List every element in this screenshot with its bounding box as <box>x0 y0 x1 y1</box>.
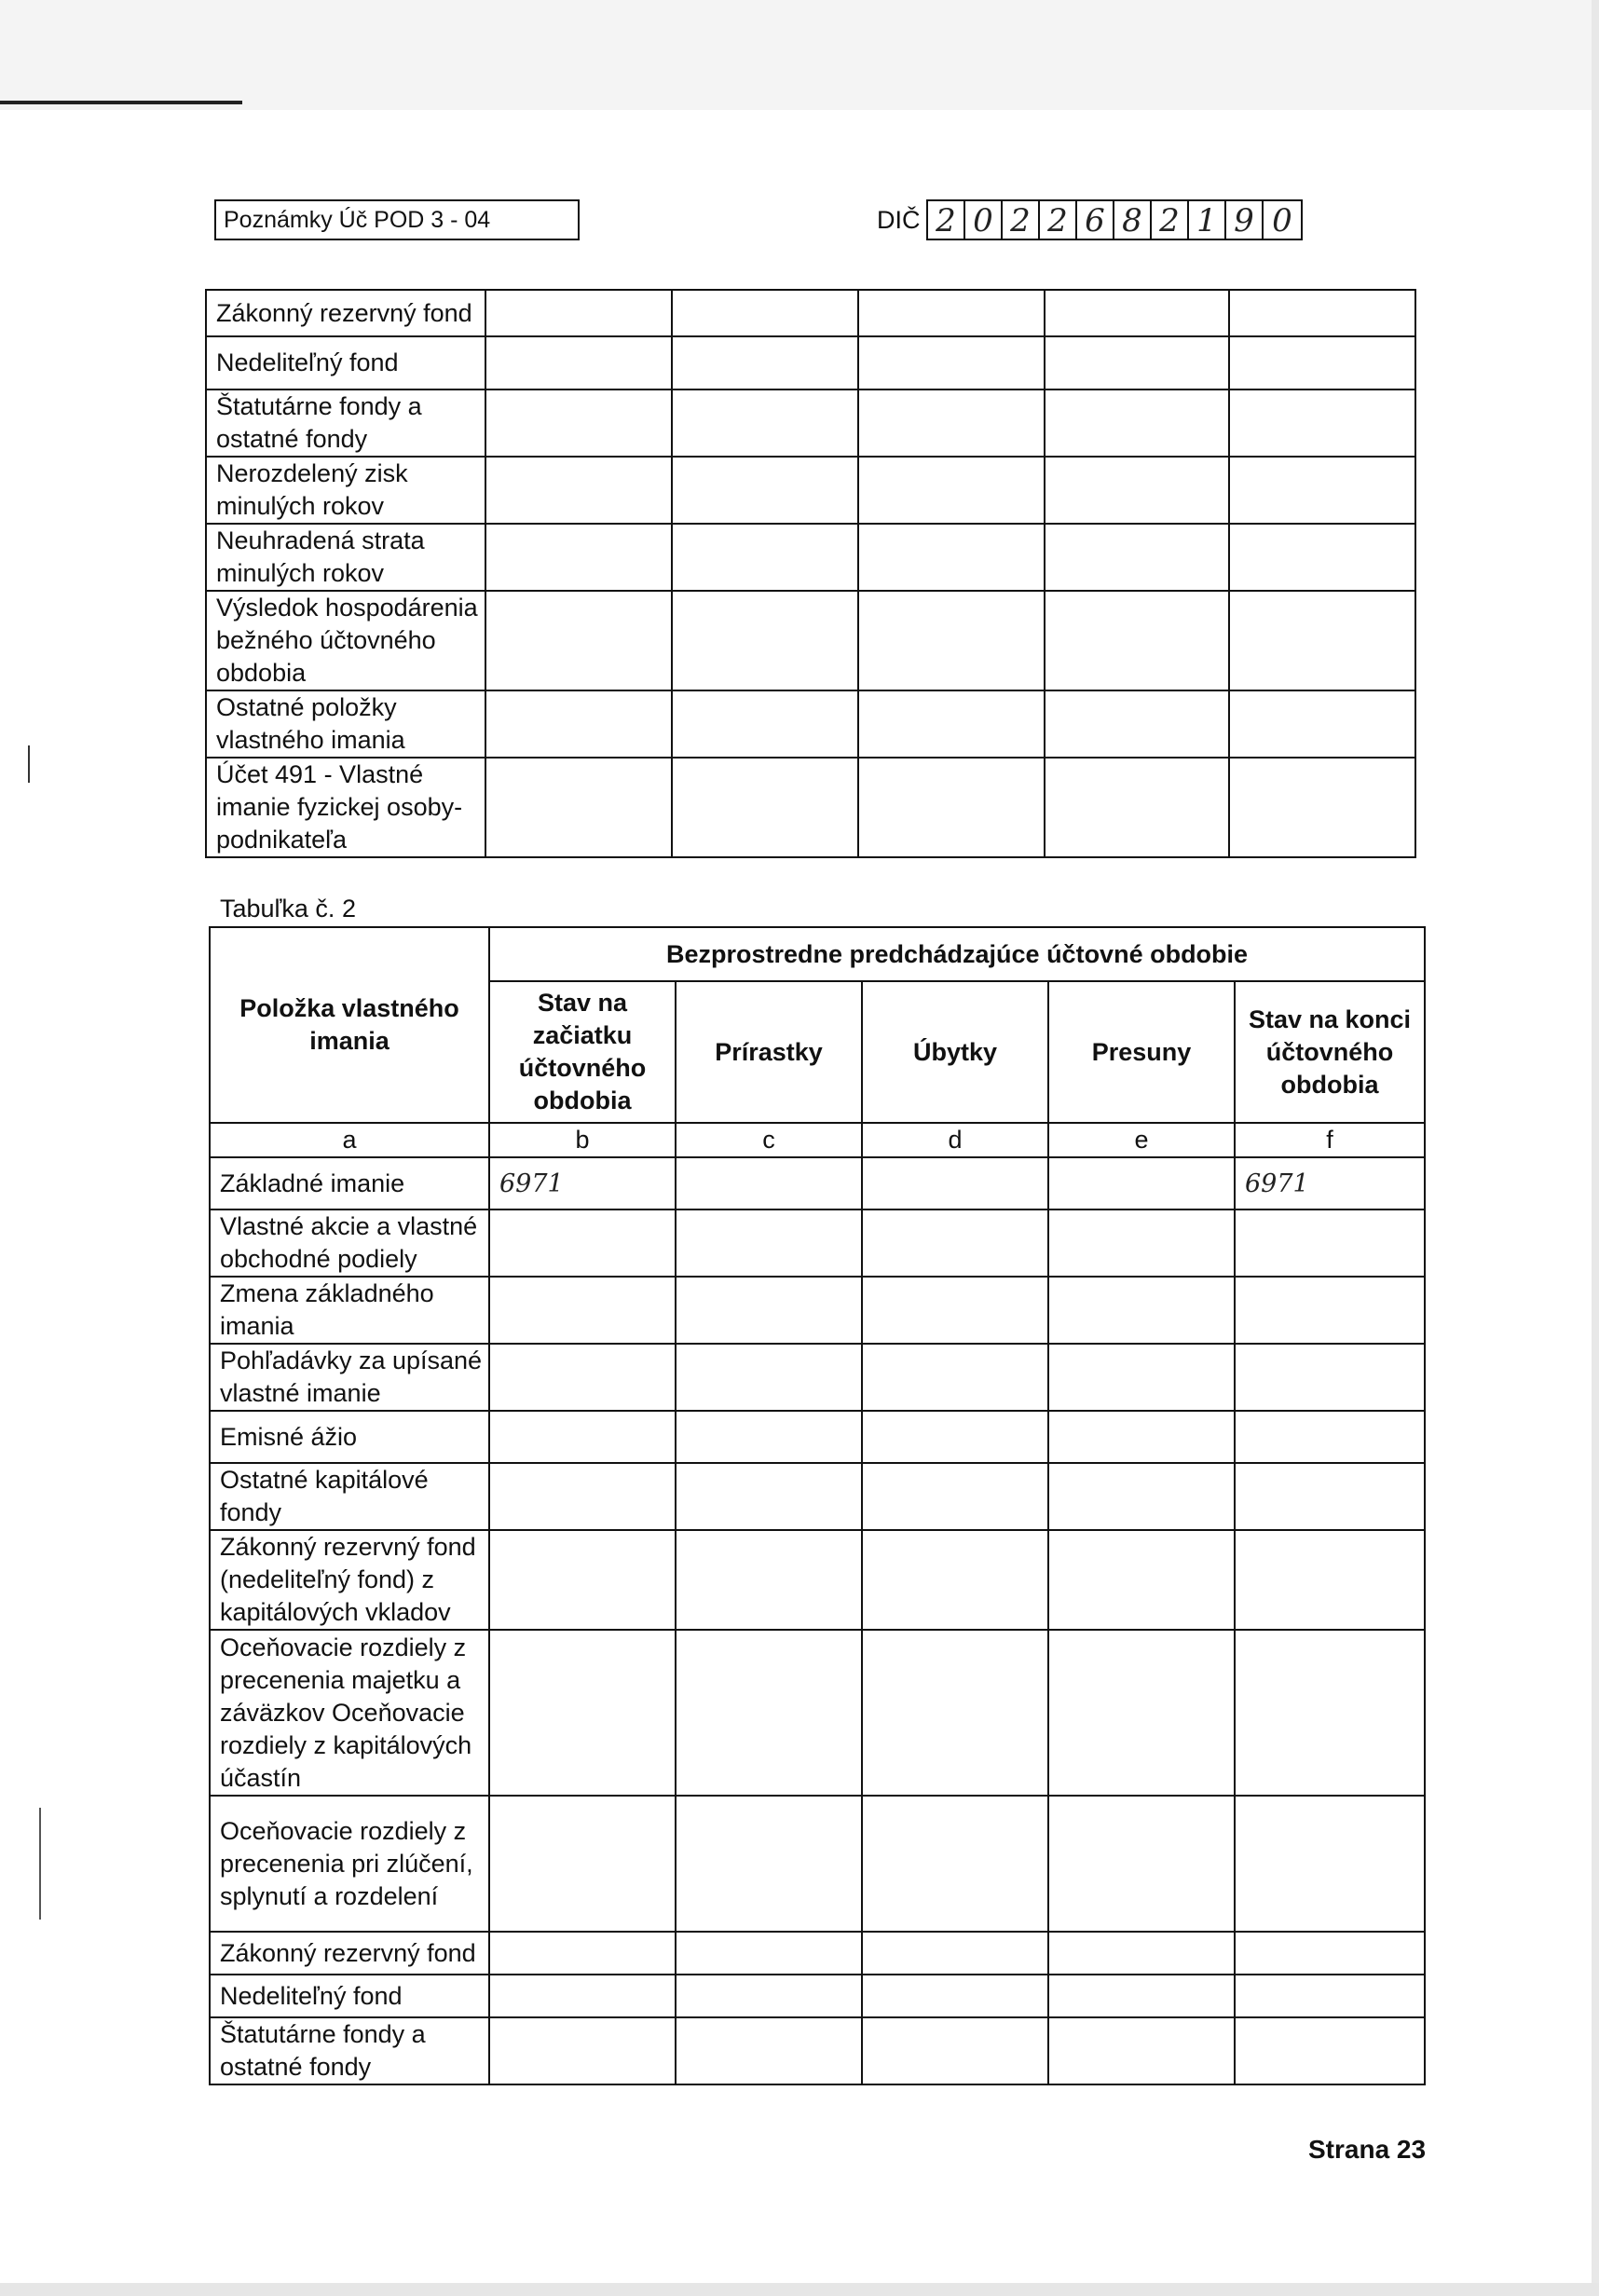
table-row <box>210 1530 1425 1630</box>
equity-table-previous-period <box>209 926 1426 2085</box>
dic-digit: 8 <box>1114 201 1152 239</box>
table-row <box>206 457 1415 524</box>
row-label: Výsledok hospodárenia bežného účtovného obdobia <box>206 591 485 690</box>
table-caption: Tabuľka č. 2 <box>220 895 356 922</box>
scan-mark <box>28 745 30 783</box>
handwritten-value: 6971 <box>1235 1157 1425 1210</box>
row-label: Štatutárne fondy a ostatné fondy <box>210 2017 489 2084</box>
table-row <box>206 524 1415 591</box>
group-header: Bezprostredne predchádzajúce účtovné obdobie <box>489 927 1425 981</box>
table-row <box>210 1344 1425 1411</box>
table-row <box>210 1796 1425 1932</box>
dic-digit: 2 <box>1040 201 1077 239</box>
column-letter: a <box>210 1123 489 1157</box>
row-label: Ostatné kapitálové fondy <box>210 1463 489 1530</box>
column-letter: c <box>676 1123 862 1157</box>
scan-edge-line <box>0 101 242 104</box>
table-row <box>206 336 1415 390</box>
table-row <box>210 2017 1425 2084</box>
row-label: Účet 491 - Vlastné imanie fyzickej osoby- podnikateľa <box>206 758 485 857</box>
table-row <box>210 1411 1425 1463</box>
dic-digit: 2 <box>1003 201 1040 239</box>
column-header: Stav na konci účtovného obdobia <box>1235 981 1425 1123</box>
row-label: Zákonný rezervný fond <box>206 290 485 336</box>
table-row <box>210 1210 1425 1277</box>
row-label: Zmena základného imania <box>210 1277 489 1344</box>
table-row <box>206 591 1415 690</box>
row-label: Neuhradená strata minulých rokov <box>206 524 485 591</box>
row-label: Nedeliteľný fond <box>206 336 485 390</box>
table-row <box>206 290 1415 336</box>
table-row <box>210 1630 1425 1796</box>
scan-edge-bottom <box>0 2283 1599 2296</box>
row-label: Zákonný rezervný fond (nedeliteľný fond) z kapitálových vkladov <box>210 1530 489 1630</box>
scan-edge-top <box>0 0 1599 110</box>
table-row <box>206 690 1415 758</box>
row-label: Vlastné akcie a vlastné obchodné podiely <box>210 1210 489 1277</box>
row-label: Základné imanie <box>210 1157 489 1210</box>
scan-edge-right <box>1592 0 1599 2296</box>
scan-mark <box>39 1808 41 1920</box>
dic-digit: 2 <box>1152 201 1189 239</box>
dic-digit: 0 <box>1272 202 1292 239</box>
page-number: Strana 23 <box>1308 2135 1427 2164</box>
dic-digit: 1 <box>1189 201 1226 239</box>
dic-digit: 0 <box>965 201 1003 239</box>
item-header: Položka vlastného imania <box>210 927 489 1123</box>
table-row <box>210 1932 1425 1975</box>
row-label: Štatutárne fondy a ostatné fondy <box>206 390 485 457</box>
column-header: Prírastky <box>676 981 862 1123</box>
dic-digit: 9 <box>1226 201 1264 239</box>
row-label: Nedeliteľný fond <box>210 1975 489 2017</box>
dic-digit: 2 <box>928 201 965 239</box>
dic-digit: 6 <box>1077 201 1114 239</box>
table-row <box>210 1463 1425 1530</box>
row-label: Nerozdelený zisk minulých rokov <box>206 457 485 524</box>
equity-table-current <box>205 289 1416 858</box>
table-row <box>210 1975 1425 2017</box>
column-letter: f <box>1235 1123 1425 1157</box>
row-label: Pohľadávky za upísané vlastné imanie <box>210 1344 489 1411</box>
form-code-box: Poznámky Úč POD 3 - 04 <box>214 199 580 240</box>
column-letter: e <box>1048 1123 1235 1157</box>
column-letter: d <box>862 1123 1048 1157</box>
table-row <box>206 758 1415 857</box>
row-label: Emisné ážio <box>210 1411 489 1463</box>
handwritten-value: 6971 <box>489 1157 676 1210</box>
dic-boxes <box>926 199 1303 240</box>
row-label: Oceňovacie rozdiely z precenenia majetku a záväzkov Oceňovacie rozdiely z kapitálových účastín <box>210 1630 489 1796</box>
table-row <box>210 1277 1425 1344</box>
table-row <box>210 1157 1425 1210</box>
table-row <box>206 390 1415 457</box>
dic-label: DIČ <box>877 206 921 234</box>
row-label: Oceňovacie rozdiely z precenenia pri zlúčení, splynutí a rozdelení <box>210 1796 489 1932</box>
row-label: Zákonný rezervný fond <box>210 1932 489 1975</box>
column-header: Stav na začiatku účtovného obdobia <box>489 981 676 1123</box>
column-header: Presuny <box>1048 981 1235 1123</box>
row-label: Ostatné položky vlastného imania <box>206 690 485 758</box>
column-header: Úbytky <box>862 981 1048 1123</box>
column-letter: b <box>489 1123 676 1157</box>
